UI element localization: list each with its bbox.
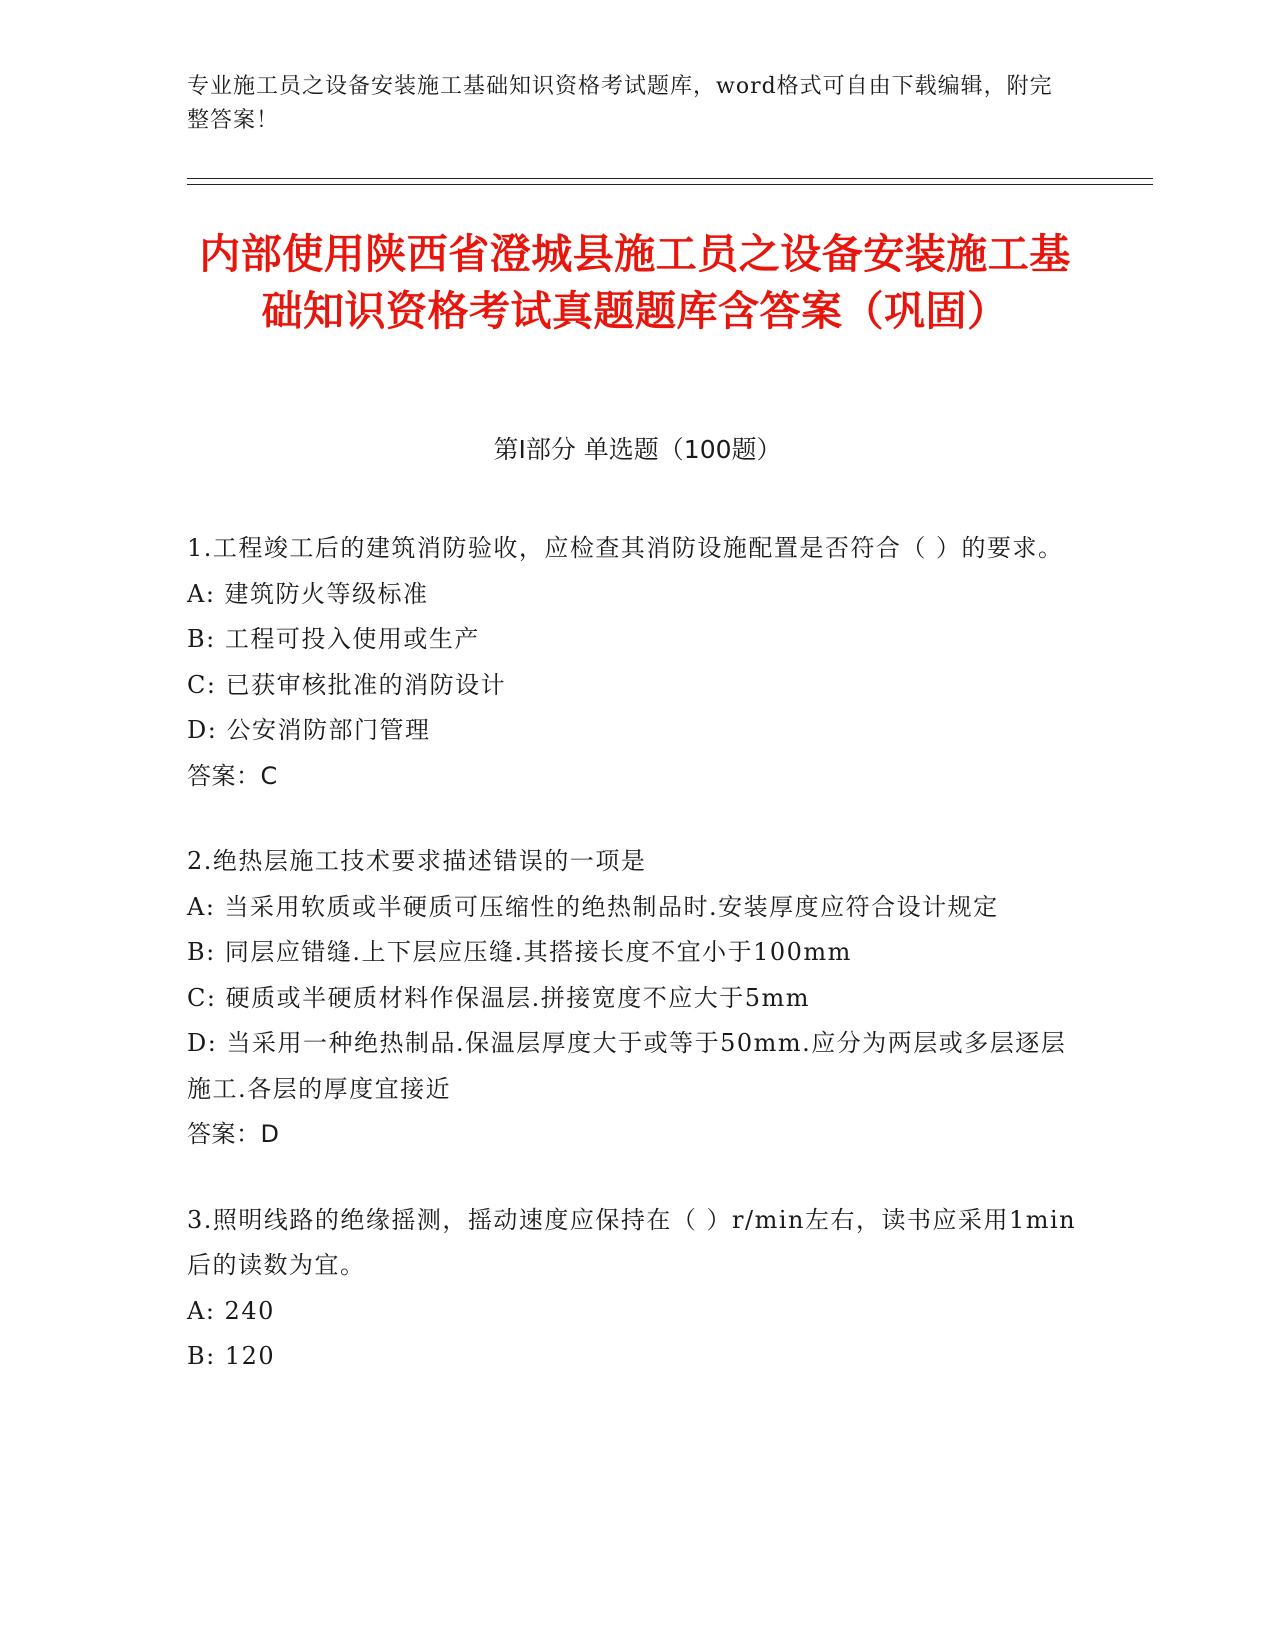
question-2 xyxy=(187,839,1087,1158)
question-stem: 2.绝热层施工技术要求描述错误的一项是 xyxy=(187,847,647,875)
option-c: C: 硬质或半硬质材料作保温层.拼接宽度不应大于5mm xyxy=(187,983,810,1012)
answer: 答案：D xyxy=(187,1120,280,1148)
option-d: D: 公安消防部门管理 xyxy=(187,716,431,744)
option-a: A: 建筑防火等级标准 xyxy=(187,579,429,608)
answer: 答案：C xyxy=(187,761,278,790)
option-c: C: 已获审核批准的消防设计 xyxy=(187,670,507,699)
header-note: 专业施工员之设备安装施工基础知识资格考试题库，word格式可自由下载编辑，附完整答案！ xyxy=(187,74,1053,133)
option-b: B: 120 xyxy=(187,1342,276,1370)
option-a: A: 240 xyxy=(187,1296,275,1325)
question-stem: 3.照明线路的绝缘摇测，摇动速度应保持在（ ）r/min左右，读书应采用1min后的读数为宜。 xyxy=(187,1205,1077,1279)
document-title: 内部使用陕西省澄城县施工员之设备安装施工基础知识资格考试真题题库含答案（巩固） xyxy=(199,230,1071,335)
header-rule-bottom xyxy=(187,184,1153,185)
question-1 xyxy=(187,526,1087,799)
header-rule-top xyxy=(187,178,1153,179)
option-a: A: 当采用软质或半硬质可压缩性的绝热制品时.安装厚度应符合设计规定 xyxy=(187,892,999,921)
option-b: B: 同层应错缝.上下层应压缝.其搭接长度不宜小于100mm xyxy=(187,938,852,966)
option-d: D: 当采用一种绝热制品.保温层厚度大于或等于50mm.应分为两层或多层逐层施工.各层的厚度宜接近 xyxy=(187,1029,1067,1103)
question-list xyxy=(187,526,1087,1420)
option-b: B: 工程可投入使用或生产 xyxy=(187,625,480,653)
question-3 xyxy=(187,1198,1087,1380)
question-stem: 1.工程竣工后的建筑消防验收，应检查其消防设施配置是否符合（ ）的要求。 xyxy=(187,534,1064,562)
section-heading: 第Ⅰ部分 单选题（100题） xyxy=(493,435,782,464)
